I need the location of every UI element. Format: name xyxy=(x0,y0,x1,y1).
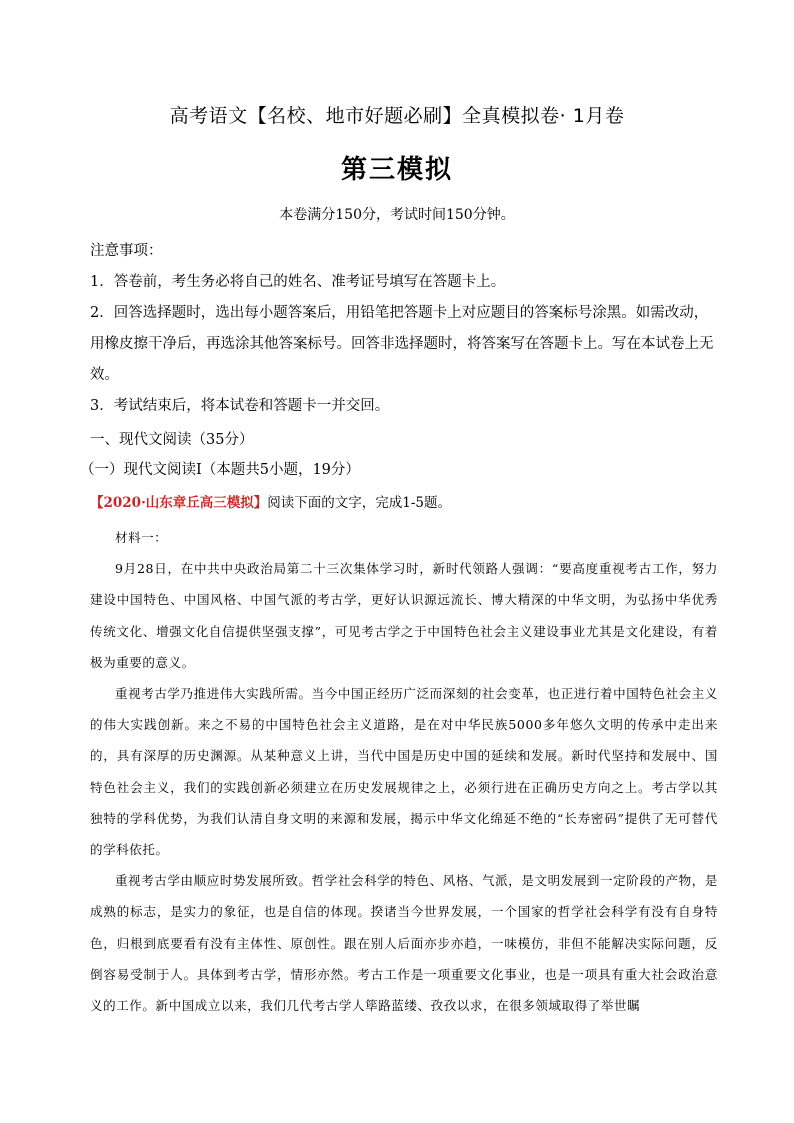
notes-item: 2．回答选择题时，选出每小题答案后，用铅笔把答题卡上对应题目的答案标号涂黑。如需改动，用橡皮擦干净后，再选涂其他答案标号。回答非选择题时，将答案写在答题卡上。写在本试卷上无效。 xyxy=(90,305,714,383)
notes-heading: 注意事项： xyxy=(90,243,163,259)
exam-title: 第三模拟 xyxy=(340,155,453,185)
reading-article xyxy=(90,522,718,1021)
article-paragraph: 9月28日，在中共中央政治局第二十三次集体学习时，新时代领路人强调：“要高度重视考古工作，努力建设中国特色、中国风格、中国气派的考古学，更好认识源远流长、博大精深的中华文明，为弘扬中华优秀传统文化、增强文化自信提供坚强支撑”，可见考古学之于中国特色社会主义建设事业尤其是文化建设，有着极为重要的意义。 xyxy=(90,561,718,670)
notes-item: 3．考试结束后，将本试卷和答题卡一并交回。 xyxy=(90,398,390,414)
subsection-heading: （一）现代文阅读Ⅰ（本题共5小题，19分） xyxy=(80,462,360,478)
article-paragraph: 重视考古学乃推进伟大实践所需。当今中国正经历广泛而深刻的社会变革，也正进行着中国特色社会主义的伟大实践创新。来之不易的中国特色社会主义道路，是在对中华民族5000多年悠久文明的传承中走出来的，具有深厚的历史渊源。从某种意义上讲，当代中国是历史中国的延续和发展。新时代坚持和发展中、国特色社会主义，我们的实践创新必须建立在历史发展规律之上，必须行进在正确历史方向之上。考古学以其独特的学科优势，为我们认清自身文明的来源和发展，揭示中华文化绵延不绝的“长寿密码”提供了无可替代的学科依托。 xyxy=(90,686,718,858)
notes-section xyxy=(90,236,720,422)
section-heading: 一、现代文阅读（35分） xyxy=(90,432,254,448)
source-line xyxy=(90,491,730,515)
source-tag: 【2020·山东章丘高三模拟】 xyxy=(90,495,268,511)
article-paragraph: 重视考古学由顺应时势发展所致。哲学社会科学的特色、风格、气派，是文明发展到一定阶段的产物，是成熟的标志，是实力的象征，也是自信的体现。揆诸当今世界发展，一个国家的哲学社会科学有没有自身特色，归根到底要看有没有主体性、原创性。跟在别人后面亦步亦趋，一味模仿，非但不能解决实际问题，反倒容易受制于人。具体到考古学，情形亦然。考古工作是一项重要文化事业，也是一项具有重大社会政治意义的工作。新中国成立以来，我们几代考古学人筚路蓝缕、孜孜以求，在很多领域取得了举世瞩 xyxy=(90,873,718,1014)
notes-item: 1．答卷前，考生务必将自己的姓名、准考证号填写在答题卡上。 xyxy=(90,274,506,290)
reading-instruction: 阅读下面的文字，完成1-5题。 xyxy=(267,495,452,511)
exam-series-title: 高考语文【名校、地市好题必刷】全真模拟卷· 1月卷 xyxy=(169,105,625,127)
material-label: 材料一： xyxy=(115,530,168,545)
exam-info: 本卷满分150分，考试时间150分钟。 xyxy=(279,207,515,223)
